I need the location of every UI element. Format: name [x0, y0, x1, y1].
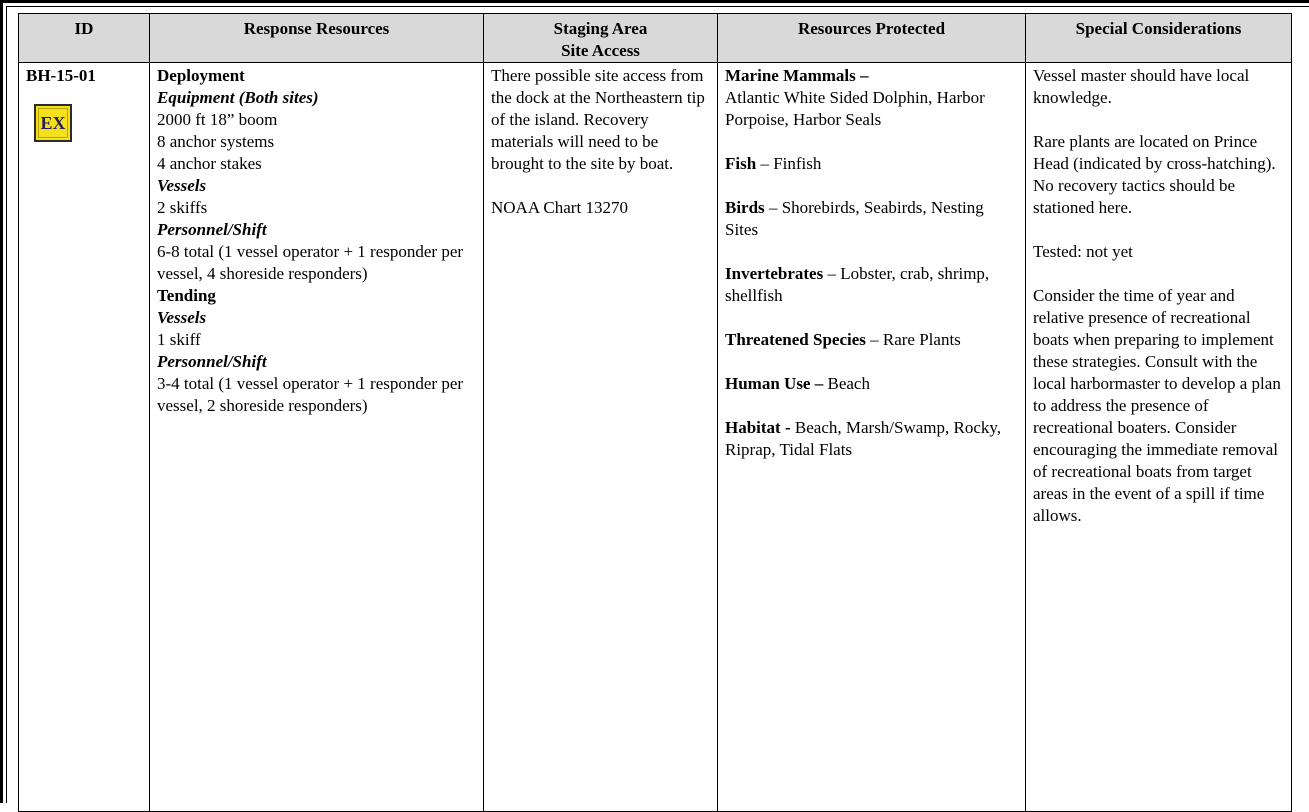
strategy-id: BH-15-01	[26, 66, 96, 85]
page-frame-left-inner	[6, 6, 7, 803]
protected-item-human-use	[725, 373, 1018, 395]
cell-response-resources	[150, 63, 484, 812]
protected-text: – Shorebirds, Seabirds, Nesting Sites	[725, 198, 984, 239]
protected-label: Marine Mammals –	[725, 66, 869, 85]
header-id: ID	[19, 14, 150, 63]
page-frame-left	[0, 0, 3, 803]
protected-label: Habitat -	[725, 418, 791, 437]
page-frame-top-inner	[6, 6, 1309, 7]
protected-label: Birds	[725, 198, 765, 217]
protected-text: – Lobster, crab, shrimp, shellfish	[725, 264, 990, 305]
header-response-resources: Response Resources	[150, 14, 484, 63]
response-strategy-table	[18, 13, 1292, 812]
protected-text: – Finfish	[756, 154, 822, 173]
protected-label: Threatened Species	[725, 330, 866, 349]
protected-text: Atlantic White Sided Dolphin, Harbor Porpoise, Harbor Seals	[725, 88, 985, 129]
protected-item-invertebrates	[725, 263, 1018, 307]
protected-item-habitat	[725, 417, 1018, 461]
protected-label: Invertebrates	[725, 264, 824, 283]
vessels-item: 2 skiffs	[157, 198, 208, 217]
cell-special-considerations	[1026, 63, 1292, 812]
tending-vessels-item: 1 skiff	[157, 330, 201, 349]
protected-text: Beach, Marsh/Swamp, Rocky, Riprap, Tidal Flats	[725, 418, 1002, 459]
personnel-text: 6-8 total (1 vessel operator + 1 responder per vessel, 4 shoreside responders)	[157, 242, 464, 283]
header-site-access-line2: Site Access	[561, 41, 640, 60]
special-consideration: Rare plants are located on Prince Head (indicated by cross-hatching). No recovery tactics should be stationed here.	[1033, 132, 1276, 217]
tending-heading: Tending	[157, 286, 216, 305]
noaa-chart-text: NOAA Chart 13270	[491, 198, 628, 217]
equipment-item: 8 anchor systems	[157, 132, 275, 151]
equipment-item: 2000 ft 18” boom	[157, 110, 278, 129]
tending-vessels-heading: Vessels	[157, 308, 207, 327]
header-staging-area-line1: Staging Area	[553, 19, 648, 38]
protected-label: Fish	[725, 154, 757, 173]
vessels-heading: Vessels	[157, 176, 207, 195]
tending-personnel-heading: Personnel/Shift	[157, 352, 267, 371]
equipment-heading: Equipment (Both sites)	[157, 88, 319, 107]
header-resources-protected: Resources Protected	[718, 14, 1026, 63]
protected-label: Human Use –	[725, 374, 824, 393]
equipment-item: 4 anchor stakes	[157, 154, 262, 173]
special-consideration: Vessel master should have local knowledge.	[1033, 66, 1250, 107]
protected-item-birds	[725, 197, 1018, 241]
exclusion-badge-icon: EX	[34, 104, 72, 142]
protected-text: – Rare Plants	[865, 330, 961, 349]
cell-id	[19, 63, 150, 812]
personnel-heading: Personnel/Shift	[157, 220, 267, 239]
cell-staging-area	[484, 63, 718, 812]
table-row	[19, 63, 1292, 812]
header-special-considerations: Special Considerations	[1026, 14, 1292, 63]
cell-resources-protected	[718, 63, 1026, 812]
table-header-row	[19, 14, 1292, 63]
site-access-text: There possible site access from the dock at the Northeastern tip of the island. Recovery materials will need to be brought to the site by boat.	[491, 66, 705, 173]
protected-item-threatened-species	[725, 329, 1018, 351]
special-consideration: Tested: not yet	[1033, 242, 1133, 261]
protected-item-fish	[725, 153, 1018, 175]
protected-item-marine-mammals	[725, 65, 1018, 131]
deployment-heading: Deployment	[157, 66, 245, 85]
tending-personnel-text: 3-4 total (1 vessel operator + 1 responder per vessel, 2 shoreside responders)	[157, 374, 464, 415]
protected-text: Beach	[823, 374, 870, 393]
header-staging-area	[484, 14, 718, 63]
page-frame-top	[0, 0, 1309, 3]
special-consideration: Consider the time of year and relative presence of recreational boats when preparing to implement these strategies. Consult with the local harbormaster to develop a plan to address the presence of recreational boaters. Consider encouraging the immediate removal of recreational boats from target areas in the event of a spill if time allows.	[1033, 286, 1281, 525]
